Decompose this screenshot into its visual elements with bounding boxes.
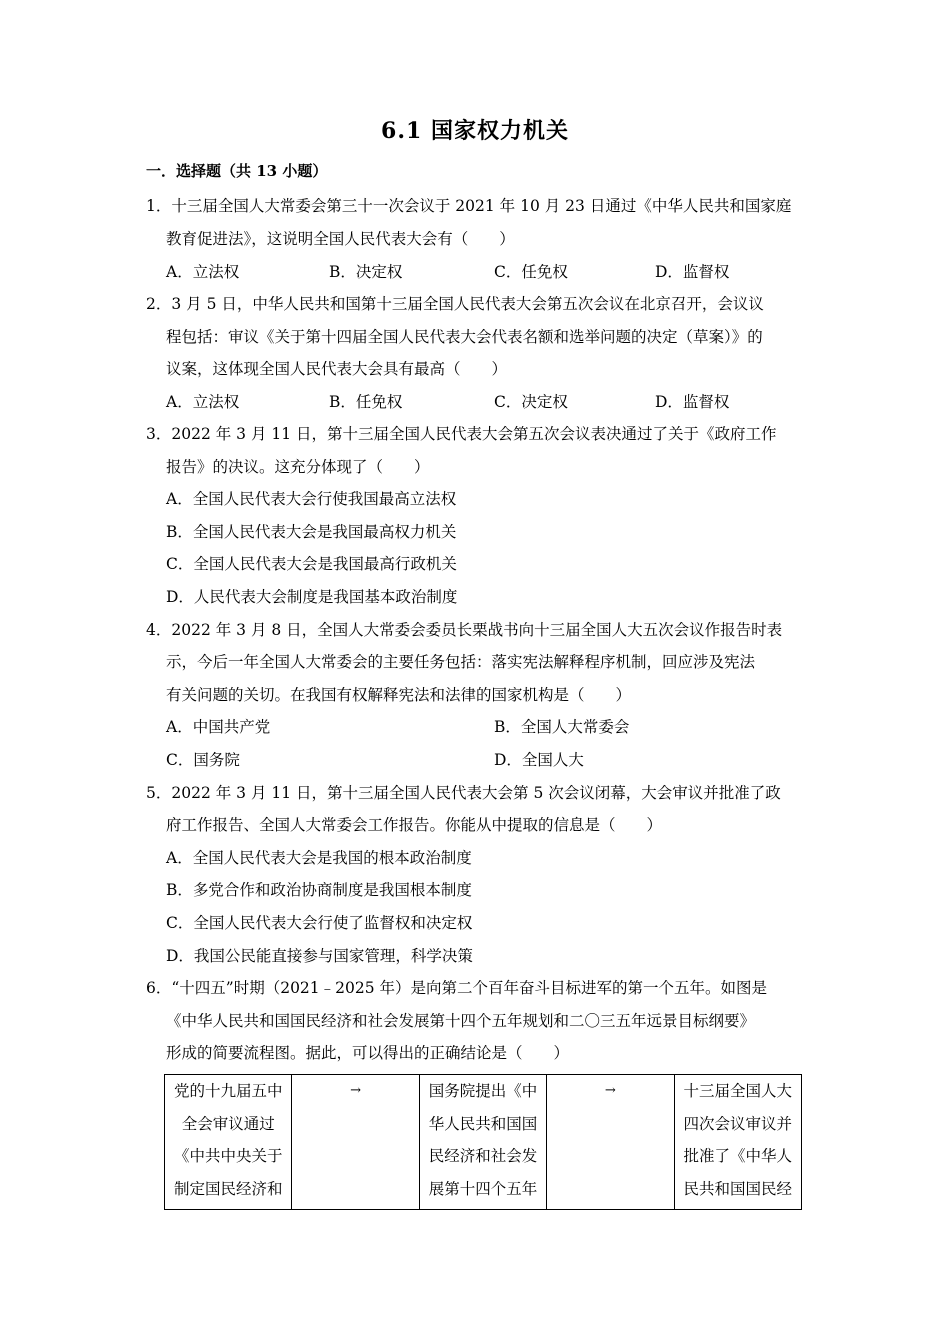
question-line: 示，今后一年全国人大常委会的主要任务包括：落实宪法解释程序机制，回应涉及宪法 xyxy=(166,653,756,671)
flow-arrow-2 xyxy=(547,1075,674,1210)
flow-text: 展第十四个五年 xyxy=(428,1179,538,1198)
option-c: C．全国人民代表大会行使了监督权和决定权 xyxy=(166,914,473,932)
option-b: B．任免权 xyxy=(329,393,403,411)
flow-text: 批准了《中华人 xyxy=(683,1147,793,1165)
question-line: 4．2022 年 3 月 8 日，全国人大常委会委员长栗战书向十三届全国人大五次会议作报告时表 xyxy=(146,621,783,639)
question-line: 议案，这体现全国人民代表大会具有最高（ ） xyxy=(166,360,508,378)
flow-step-2 xyxy=(419,1075,546,1210)
question-line: 程包括：审议《关于第十四届全国人民代表大会代表名额和选举问题的决定（草案）》的 xyxy=(166,328,763,346)
arrow-right-icon: → xyxy=(350,1083,362,1098)
page-title: 6.1 国家权力机关 xyxy=(381,118,569,144)
flow-text: 制定国民经济和 xyxy=(173,1179,283,1198)
question-line: 3．2022 年 3 月 11 日，第十三届全国人民代表大会第五次会议表决通过了关于《政府工作 xyxy=(146,425,777,443)
question-line: 有关问题的关切。在我国有权解释宪法和法律的国家机构是（ ） xyxy=(166,686,632,704)
option-a: A．立法权 xyxy=(166,263,240,281)
section-heading: 一．选择题（共 13 小题） xyxy=(146,162,328,180)
flow-text: 全会审议通过 xyxy=(181,1114,275,1133)
option-d: D．监督权 xyxy=(655,263,730,281)
flow-step-1 xyxy=(165,1075,292,1210)
option-b: B．多党合作和政治协商制度是我国根本制度 xyxy=(166,881,472,899)
flow-text: 华人民共和国国 xyxy=(428,1114,538,1133)
option-b: B．决定权 xyxy=(329,263,403,281)
flow-text: 国务院提出《中 xyxy=(428,1082,538,1100)
option-a: A．全国人民代表大会是我国的根本政治制度 xyxy=(166,849,472,867)
option-a: A．立法权 xyxy=(166,393,240,411)
option-c: C．决定权 xyxy=(494,393,568,411)
question-line: 5．2022 年 3 月 11 日，第十三届全国人民代表大会第 5 次会议闭幕，大会审议并批准了政 xyxy=(146,784,781,802)
option-d: D．监督权 xyxy=(655,393,730,411)
option-d: D．全国人大 xyxy=(494,751,584,769)
option-d: D．我国公民能直接参与国家管理，科学决策 xyxy=(166,947,473,965)
option-c: C．任免权 xyxy=(494,263,568,281)
question-line: 6．“十四五”时期（2021﹣2025 年）是向第二个百年奋斗目标进军的第一个五年。如图是 xyxy=(146,979,768,997)
flow-text: 四次会议审议并 xyxy=(683,1114,793,1133)
option-b: B．全国人民代表大会是我国最高权力机关 xyxy=(166,523,457,541)
question-line: 府工作报告、全国人大常委会工作报告。你能从中提取的信息是（ ） xyxy=(166,816,663,834)
flow-text: 十三届全国人大 xyxy=(683,1082,793,1100)
question-line: 《中华人民共和国国民经济和社会发展第十四个五年规划和二〇三五年远景目标纲要》 xyxy=(166,1012,756,1030)
flow-step-3 xyxy=(674,1075,801,1210)
question-line: 形成的简要流程图。据此，可以得出的正确结论是（ ） xyxy=(166,1044,570,1062)
option-b: B．全国人大常委会 xyxy=(494,718,630,736)
flow-text: 民经济和社会发 xyxy=(428,1147,538,1165)
question-line: 报告》的决议。这充分体现了（ ） xyxy=(166,458,430,476)
question-line: 1．十三届全国人大常委会第三十一次会议于 2021 年 10 月 23 日通过《中华人民共和国家庭 xyxy=(146,197,792,215)
flow-arrow-1 xyxy=(292,1075,419,1210)
flow-text: 《中共中央关于 xyxy=(173,1147,283,1165)
option-a: A．中国共产党 xyxy=(166,718,271,736)
arrow-right-icon: → xyxy=(604,1083,616,1098)
option-d: D．人民代表大会制度是我国基本政治制度 xyxy=(166,588,458,606)
option-c: C．全国人民代表大会是我国最高行政机关 xyxy=(166,555,457,573)
flow-text: 党的十九届五中 xyxy=(173,1082,283,1100)
flow-text: 民共和国国民经 xyxy=(683,1179,793,1198)
question-line: 教育促进法》，这说明全国人民代表大会有（ ） xyxy=(166,230,515,248)
flowchart-table xyxy=(164,1074,802,1210)
option-c: C．国务院 xyxy=(166,751,240,769)
question-line: 2．3 月 5 日，中华人民共和国第十三届全国人民代表大会第五次会议在北京召开，会议议 xyxy=(146,295,764,313)
option-a: A．全国人民代表大会行使我国最高立法权 xyxy=(166,490,457,508)
